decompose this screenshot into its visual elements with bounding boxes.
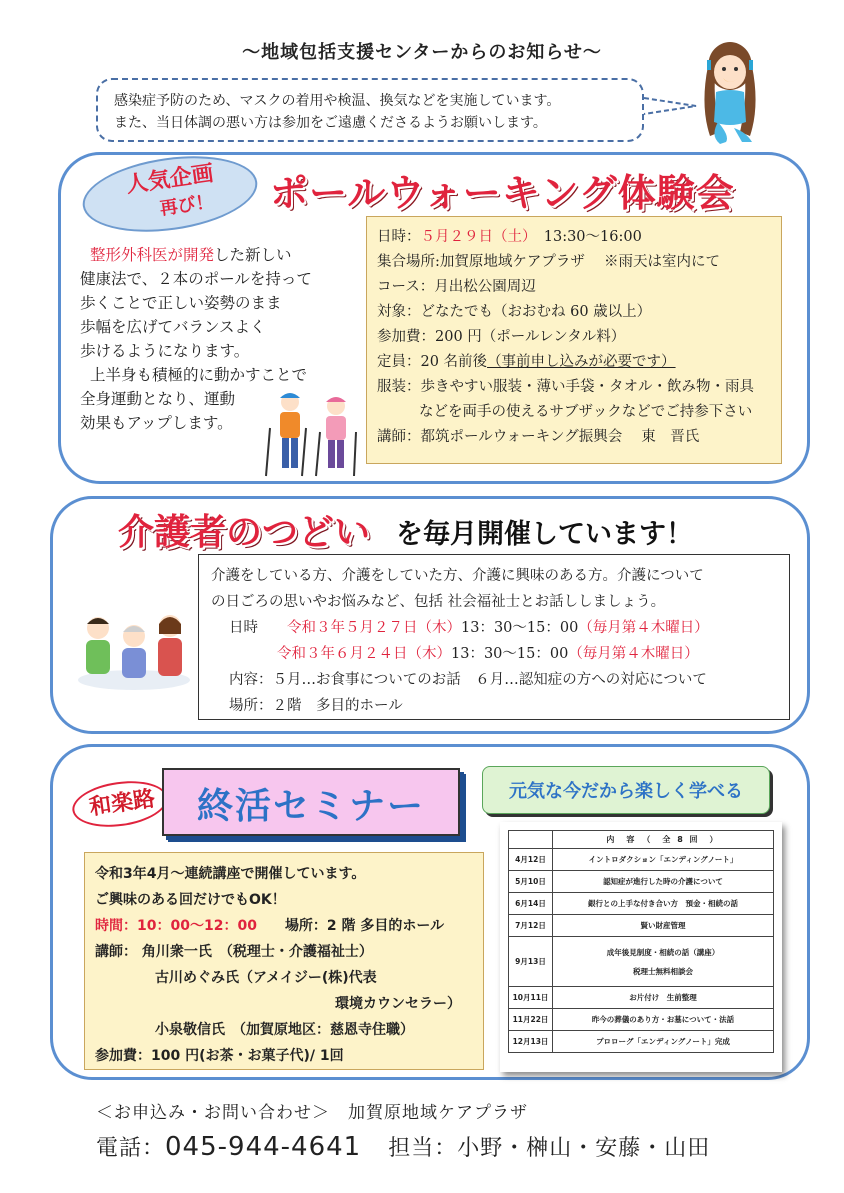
event-time: 13:30～16:00 — [543, 229, 642, 245]
caregiver-details — [198, 554, 790, 720]
seminar-schedule — [500, 822, 782, 1072]
event-lecturer: 講師：都筑ポールウォーキング振興会 東 晋氏 — [377, 429, 700, 445]
desc-text: 全身運動となり、運動 — [80, 390, 236, 408]
desc-text: した新しい — [214, 246, 292, 264]
phone-number[interactable]: 045-944-4641 — [165, 1132, 362, 1162]
seminar-lecturer: 小泉敬信氏 （加賀原地区：慈恩寺住職） — [155, 1022, 414, 1038]
schedule-content-line: 税理士無料相談会 — [633, 966, 693, 976]
seminar-lecturer: 古川めぐみ氏（アメイジー(株)代表 — [155, 970, 377, 986]
schedule-content: プロローグ「エンディングノート」完成 — [553, 1031, 774, 1053]
table-row — [509, 937, 774, 987]
schedule-content-line: 成年後見制度・相続の話（講座） — [606, 947, 720, 957]
seminar-title: 終活セミナー — [196, 786, 425, 827]
staff-names: 担当：小野・榊山・安藤・山田 — [388, 1136, 711, 1161]
event-target: 対象：どなたでも（おおむね 60 歳以上） — [377, 304, 652, 320]
capacity-note: （事前申し込みが必要です） — [487, 354, 676, 370]
pole-walking-title: ポールウォーキング体験会 — [270, 171, 735, 215]
warakuro-badge-text: 和楽路 — [87, 786, 157, 821]
desc-text: 上半身も積極的に動かすことで — [90, 366, 308, 384]
notice-box — [96, 78, 644, 142]
schedule-date: 10月11日 — [509, 987, 553, 1009]
care-text: 介護をしている方、介護をしていた方、介護に興味のある方。介護について — [211, 568, 704, 584]
event-clothing: 服装：歩きやすい服装・薄い手袋・タオル・飲み物・雨具 — [377, 379, 754, 395]
seminar-place: 場所：2 階 多目的ホール — [284, 918, 445, 934]
phone-info — [96, 1126, 710, 1163]
care-note-1: （毎月第４木曜日） — [578, 620, 709, 636]
schedule-content: イントロダクション「エンディングノート」 — [553, 849, 774, 871]
desc-text: 歩幅を広げてバランスよく — [80, 318, 266, 336]
mascot-illustration — [690, 36, 770, 146]
schedule-date: 12月13日 — [509, 1031, 553, 1053]
desc-text: 歩けるようになります。 — [80, 342, 250, 360]
seminar-time: 時間：10：00～12：00 — [95, 918, 257, 934]
page-title: ～地域包括支援センターからのお知らせ～ — [242, 42, 602, 63]
schedule-header-blank — [509, 831, 553, 849]
schedule-date: 4月12日 — [509, 849, 553, 871]
seminar-text: 令和3年4月～連続講座で開催しています。 — [95, 866, 366, 882]
schedule-content — [553, 937, 774, 987]
walkers-illustration — [262, 388, 362, 478]
seminar-lecturer: 環境カウンセラー） — [335, 996, 461, 1012]
event-course: コース：月出松公園周辺 — [377, 279, 536, 295]
schedule-date: 9月13日 — [509, 937, 553, 987]
table-row — [509, 871, 774, 893]
event-capacity: 定員：20 名前後 — [377, 354, 488, 370]
schedule-content: お片付け 生前整理 — [553, 987, 774, 1009]
care-date-label: 日時 — [229, 620, 258, 636]
desc-text: 効果もアップします。 — [80, 414, 233, 432]
date-label: 日時： — [377, 229, 421, 245]
event-date: ５月２９日（土） — [420, 229, 530, 245]
schedule-content: 認知症が進行した時の介護について — [553, 871, 774, 893]
schedule-date: 7月12日 — [509, 915, 553, 937]
care-date-2: 令和３年６月２４日（木） — [277, 646, 451, 662]
desc-highlight: 整形外科医が開発 — [90, 246, 215, 264]
schedule-content: 銀行との上手な付き合い方 預金・相続の話 — [553, 893, 774, 915]
schedule-date: 11月22日 — [509, 1009, 553, 1031]
notice-line: また、当日体調の悪い方は参加をご遠慮くださるようお願いします。 — [114, 115, 547, 131]
schedule-content: 賢い財産管理 — [553, 915, 774, 937]
caregiver-title: 介護者のつどい — [118, 512, 371, 553]
schedule-date: 6月14日 — [509, 893, 553, 915]
tagline-text: 元気な今だから楽しく学べる — [509, 781, 743, 802]
notice-line: 感染症予防のため、マスクの着用や検温、換気などを実施しています。 — [114, 93, 561, 109]
table-row — [509, 893, 774, 915]
care-content: 内容：５月…お食事についてのお話 ６月…認知症の方への対応について — [229, 672, 707, 688]
care-date-1: 令和３年５月２７日（木） — [287, 620, 461, 636]
care-place: 場所：２階 多目的ホール — [229, 698, 403, 714]
caregivers-illustration — [76, 606, 192, 690]
schedule-date: 5月10日 — [509, 871, 553, 893]
care-time-1: 13：30～15：00 — [461, 620, 579, 636]
badge-line: 人気企画 — [124, 161, 216, 199]
table-row — [509, 1009, 774, 1031]
phone-label: 電話： — [96, 1136, 166, 1161]
schedule-header: 内 容 （ 全 8 回 ） — [553, 831, 774, 849]
seminar-fee: 参加費：100 円(お茶・お菓子代)/ 1回 — [95, 1048, 344, 1064]
event-fee: 参加費：200 円（ポールレンタル料） — [377, 329, 626, 345]
seminar-lecturer: 講師： 角川衆一氏 （税理士・介護福祉士） — [95, 944, 373, 960]
event-clothing-cont: などを両手の使えるサブザックなどでご持参下さい — [419, 404, 753, 420]
table-row — [509, 1031, 774, 1053]
seminar-details — [84, 852, 484, 1070]
table-row — [509, 987, 774, 1009]
seminar-text: ご興味のある回だけでもOK！ — [95, 892, 286, 908]
schedule-content: 昨今の葬儀のあり方・お墓について・法話 — [553, 1009, 774, 1031]
contact-info: ＜お申込み・お問い合わせ＞ 加賀原地域ケアプラザ — [96, 1103, 528, 1123]
table-row — [509, 915, 774, 937]
caregiver-subtitle: を毎月開催しています！ — [396, 519, 693, 550]
event-place: 集合場所:加賀原地域ケアプラザ ※雨天は室内にて — [377, 254, 720, 270]
schedule-table — [508, 830, 774, 1053]
care-time-2: 13：30～15：00 — [451, 646, 569, 662]
badge-line: 再び！ — [158, 191, 215, 220]
care-text: の日ごろの思いやお悩みなど、包括 社会福祉士とお話ししましょう。 — [211, 594, 666, 610]
care-note-2: （毎月第４木曜日） — [568, 646, 699, 662]
desc-text: 健康法で、２本のポールを持って — [80, 270, 312, 288]
pole-walking-details — [366, 216, 782, 464]
desc-text: 歩くことで正しい姿勢のまま — [80, 294, 282, 312]
table-row — [509, 849, 774, 871]
